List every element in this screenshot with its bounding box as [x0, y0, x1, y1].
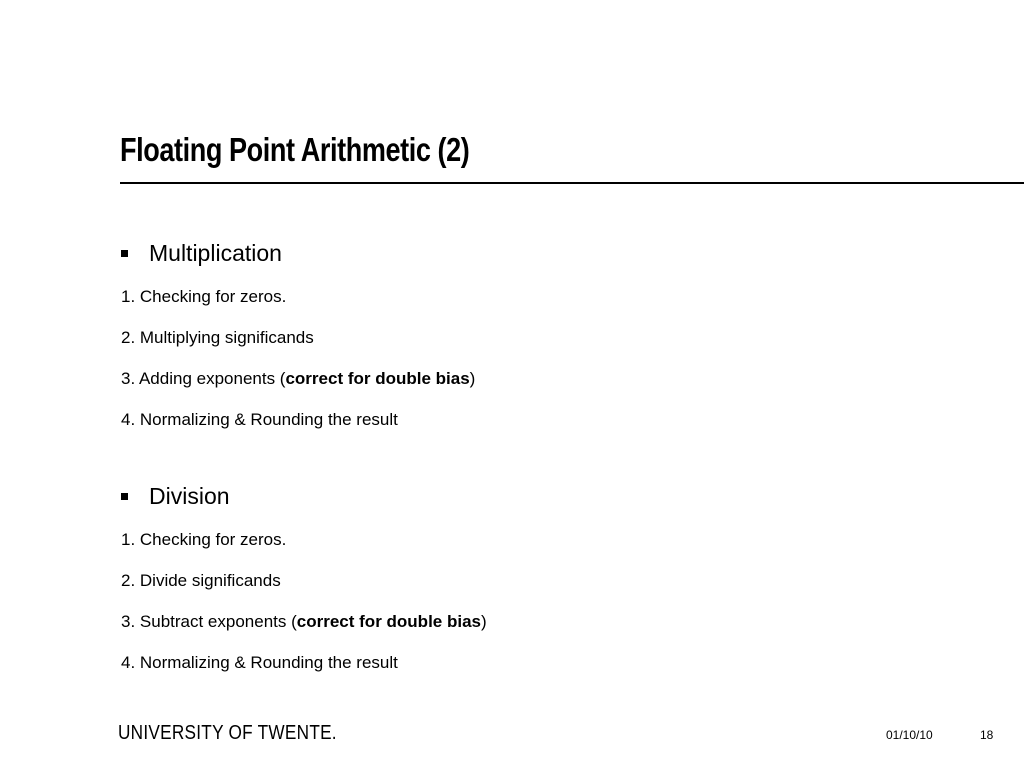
division-step-3-suffix: ) [480, 612, 487, 631]
square-bullet-icon [121, 493, 128, 500]
bullet-heading-division: Division [149, 483, 230, 509]
bullet-division [121, 481, 230, 511]
page-number: 18 [980, 728, 994, 742]
multiplication-step-1: 1. Checking for zeros. [121, 287, 287, 306]
bullet-multiplication [121, 238, 282, 268]
multiplication-step-2: 2. Multiplying significands [121, 328, 314, 347]
division-step-2: 2. Divide significands [121, 571, 281, 590]
multiplication-step-4: 4. Normalizing & Rounding the result [121, 410, 398, 429]
title-divider [120, 182, 1024, 184]
bullet-heading-multiplication: Multiplication [149, 240, 282, 266]
division-step-3-prefix: 3. Subtract exponents ( [121, 612, 297, 631]
square-bullet-icon [121, 250, 128, 257]
multiplication-step-3-suffix: ) [469, 369, 476, 388]
slide-title: Floating Point Arithmetic (2) [120, 131, 470, 168]
division-step-3 [121, 611, 487, 633]
footer-date: 01/10/10 [886, 728, 933, 742]
division-step-4: 4. Normalizing & Rounding the result [121, 653, 398, 672]
division-step-1: 1. Checking for zeros. [121, 530, 287, 549]
university-logo: UNIVERSITY OF TWENTE. [118, 722, 337, 744]
multiplication-step-3 [121, 368, 475, 390]
multiplication-step-3-prefix: 3. Adding exponents ( [121, 369, 286, 388]
division-step-3-emphasis: correct for double bias [296, 612, 481, 631]
multiplication-step-3-emphasis: correct for double bias [285, 369, 470, 388]
